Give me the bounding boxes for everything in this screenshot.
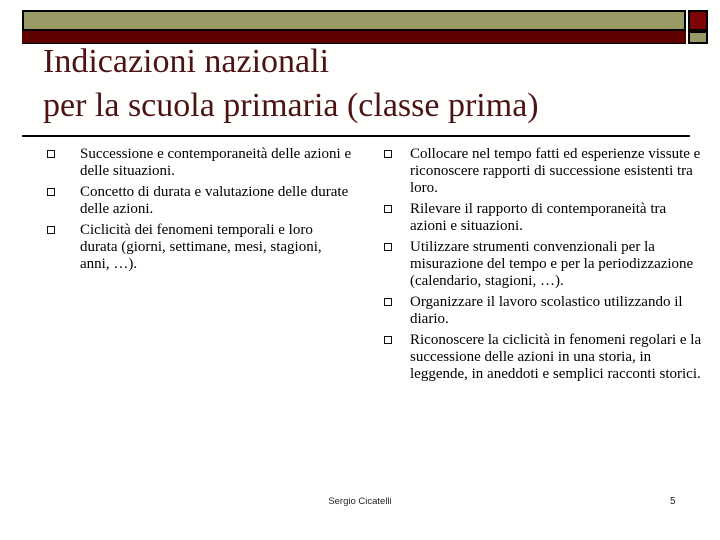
- footer-author: Sergio Cicatelli: [328, 496, 392, 507]
- square-bullet-icon: [384, 243, 392, 251]
- bullet-item: [383, 239, 702, 290]
- bullet-text: Organizzare il lavoro scolastico utilizzando il diario.: [410, 294, 683, 327]
- bullet-item: [46, 146, 352, 180]
- left-bullet-column: [46, 146, 352, 277]
- bullet-text: Riconoscere la ciclicità in fenomeni regolari e la successione delle azioni in una storia, in leggende, in aneddoti e semplici racconti storici.: [410, 332, 702, 382]
- header-tan-bar: [22, 10, 686, 31]
- slide-title-line1: Indicazioni nazionali: [43, 43, 330, 80]
- bullet-item: [46, 184, 352, 218]
- slide-title-line2: per la scuola primaria (classe prima): [43, 87, 539, 124]
- square-bullet-icon: [384, 298, 392, 306]
- slide-title: [43, 40, 693, 128]
- footer-page-number: 5: [670, 496, 676, 507]
- bullet-text: Rilevare il rapporto di contemporaneità tra azioni e situazioni.: [410, 201, 667, 234]
- square-bullet-icon: [384, 205, 392, 213]
- square-bullet-icon: [384, 150, 392, 158]
- bullet-list-left: [46, 146, 352, 273]
- bullet-list-right: [383, 146, 702, 383]
- bullet-item: [383, 201, 702, 235]
- header-maroon-square: [688, 10, 708, 31]
- bullet-item: [46, 222, 352, 273]
- bullet-text: Collocare nel tempo fatti ed esperienze vissute e riconoscere rapporti di successione esistenti tra loro.: [410, 146, 701, 196]
- square-bullet-icon: [47, 188, 55, 196]
- title-divider-rule: [22, 135, 690, 137]
- bullet-item: [383, 332, 702, 383]
- bullet-item: [383, 294, 702, 328]
- bullet-text: Utilizzare strumenti convenzionali per la misurazione del tempo e per la periodizzazione (calendario, stagioni, …).: [410, 239, 694, 289]
- bullet-text: Successione e contemporaneità delle azioni e delle situazioni.: [80, 146, 352, 179]
- square-bullet-icon: [47, 226, 55, 234]
- square-bullet-icon: [384, 336, 392, 344]
- bullet-text: Ciclicità dei fenomeni temporali e loro durata (giorni, settimane, mesi, stagioni, anni, …).: [80, 222, 322, 272]
- bullet-item: [383, 146, 702, 197]
- right-bullet-column: [383, 146, 702, 387]
- square-bullet-icon: [47, 150, 55, 158]
- bullet-text: Concetto di durata e valutazione delle durate delle azioni.: [80, 184, 349, 217]
